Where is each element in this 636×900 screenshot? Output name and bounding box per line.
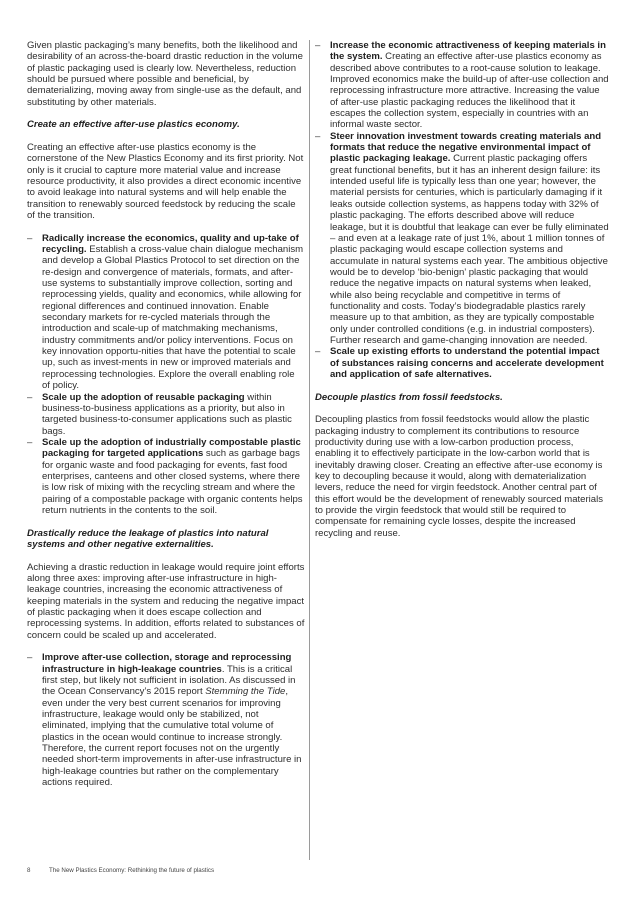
heading-after-use-economy: Create an effective after-use plastics economy. (27, 119, 240, 131)
heading-reduce-leakage: Drastically reduce the leakage of plastics into natural systems and other negative externalities. (27, 527, 269, 550)
bullet-lead: Steer innovation investment towards creating materials and formats that reduce the negative environmental impact of plastic packaging leakage. (330, 130, 602, 165)
right-column (315, 40, 610, 550)
bullet-body: Establish a cross-value chain dialogue mechanism and develop a Global Plastics Protocol to set direction on the re-design and convergence of materials, formats, and after-use systems to substantially improve collection, sorting and reprocessing yields, quality and economics, while allowing for regional differences and continued innovation. Enable secondary markets for re-cycled materials through the introduction and scale-up of matchmaking mechanisms, industry commitments and/or policy interventions. Focus on key innovation opportu-nities that have the potential to scale up, such as invest-ments in new or improved materials and reprocessing technologies. Explore the overall enabling role of policy. (42, 244, 304, 392)
bullet-infrastructure (27, 652, 305, 788)
bullet-body: . This is a critical first step, but likely not sufficient in isolation. As discussed in the Ocean Conservancy’s 2015 report (42, 663, 296, 698)
column-divider (309, 40, 310, 860)
bullet-body: such as garbage bags for organic waste and food packaging for events, fast food enterprises, canteens and other closed systems, where there is low risk of mixing with the recycling stream and where the pairing of a compostable package with organic contents helps return nutrients in the contents to the soil. (42, 448, 303, 516)
after-use-economy-paragraph: Creating an effective after-use plastics economy is the cornerstone of the New Plastics Economy and its first priority. Not only is it crucial to capture more material value and increase resource productivity, it also provides a direct economic incentive to avoid leakage into natural systems and will help enable the transition to renewably sourced feedstock by reducing the scale of the transition. (27, 142, 304, 222)
leakage-bullet-list (27, 652, 305, 788)
reduce-leakage-paragraph: Achieving a drastic reduction in leakage would require joint efforts along three axes: improving after-use infrastructure in high-leakage countries, increasing the economic attractiveness of keeping materials in the system and reducing the negative impact of plastic packaging when it does escape collection and reprocessing systems. In addition, efforts related to substances of concern could be scaled up and accelerated. (27, 561, 305, 641)
bullet-body: within business-to-business applications as a priority, but also in targeted business-to-consumer applications such as plastic bags. (42, 391, 292, 437)
report-title: Stemming the Tide (205, 686, 286, 698)
heading-decouple: Decouple plastics from fossil feedstocks. (315, 391, 503, 403)
bullet-lead: Scale up the adoption of industrially compostable plastic packaging for targeted applications (42, 436, 301, 460)
page-footer (27, 867, 214, 874)
bullet-economic-attractiveness (315, 40, 610, 131)
footer-title: The New Plastics Economy: Rethinking the future of plastics (49, 867, 215, 874)
left-column (27, 40, 305, 800)
decouple-paragraph: Decoupling plastics from fossil feedstocks would allow the plastic packaging industry to complement its contributions to resource productivity during use with a low-carbon production process, enabling it to effectively participate in the low-carbon world that is inevitably drawing closer. Creating an effective after-use economy is key to decoupling because it would, along with dematerialization levers, reduce the need for virgin feedstock. Another central part of this effort would be the development of renewably sourced materials to provide the virgin feedstock that would still be required to compensate for remaining cycle losses, despite the increased recycling and reuse. (315, 414, 603, 539)
bullet-lead: Scale up existing efforts to understand the potential impact of substances raising concerns and accelerate development and application of safe alternatives. (330, 346, 604, 380)
leakage-bullet-list-continued (315, 40, 610, 380)
bullet-lead: Increase the economic attractiveness of keeping materials in the system. (330, 40, 606, 63)
bullet-compostable-packaging (27, 437, 305, 516)
bullet-body: , even under the very best current scenarios for improving infrastructure, leakage would only be stabilized, not eliminated, implying that the cumulative total volume of plastics in the ocean would continue to increase strongly. Therefore, the current report focuses not on the urgently needed short-term improvements in after-use infrastructure in high-leakage countries but rather on the complementary actions required. (42, 686, 302, 789)
bullet-body: Creating an effective after-use plastics economy as described above contributes to a root-cause solution to leakage. Improved economics make the build-up of after-use collection and reprocessing infrastructure more attractive. Increasing the value of after-use plastic packaging reduces the likelihood that it escapes the collection system, especially in countries with an informal waste sector. (330, 51, 609, 131)
bullet-lead: Radically increase the economics, quality and up-take of recycling. (42, 232, 299, 256)
bullet-recycling (27, 233, 305, 392)
intro-paragraph: Given plastic packaging’s many benefits, both the likelihood and desirability of an across-the-board drastic reduction in the volume of plastic packaging used is clearly low. Nevertheless, reduction should be pursued where possible and beneficial, by dematerializing, moving away from single-use as the default, and substituting by other materials. (27, 40, 303, 108)
bullet-lead: Scale up the adoption of reusable packaging (42, 391, 245, 403)
recycling-bullet-list (27, 233, 305, 517)
bullet-reusable-packaging (27, 392, 305, 437)
page-number: 8 (27, 867, 31, 874)
bullet-lead: Improve after-use collection, storage and reprocessing infrastructure in high-leakage countries (42, 652, 292, 675)
bullet-body: Current plastic packaging offers great functional benefits, but it has an inherent design failure: its intended useful life is typically less than one year; however, the material persists for centuries, which is particularly damaging if it leaks outside collection systems, as happens today with 32% of plastic packaging. The efforts described above will reduce leakage, but it is doubtful that leakage can ever be fully eliminated – and even at a leakage rate of just 1%, about 1 million tonnes of plastic packaging would escape collection systems and accumulate in natural systems each year. The ambitious objective would be to develop ‘bio-benign’ plastic packaging that would reduce the negative impacts on natural systems when leaked, while also being recyclable and competitive in terms of functionality and costs. Today’s biodegradable plastics rarely measure up to that ambition, as they are typically compostable only under controlled conditions (e.g. in industrial composters). Further research and game-changing innovation are needed. (330, 153, 609, 346)
bullet-innovation-investment (315, 131, 610, 347)
bullet-substances-of-concern (315, 346, 610, 380)
